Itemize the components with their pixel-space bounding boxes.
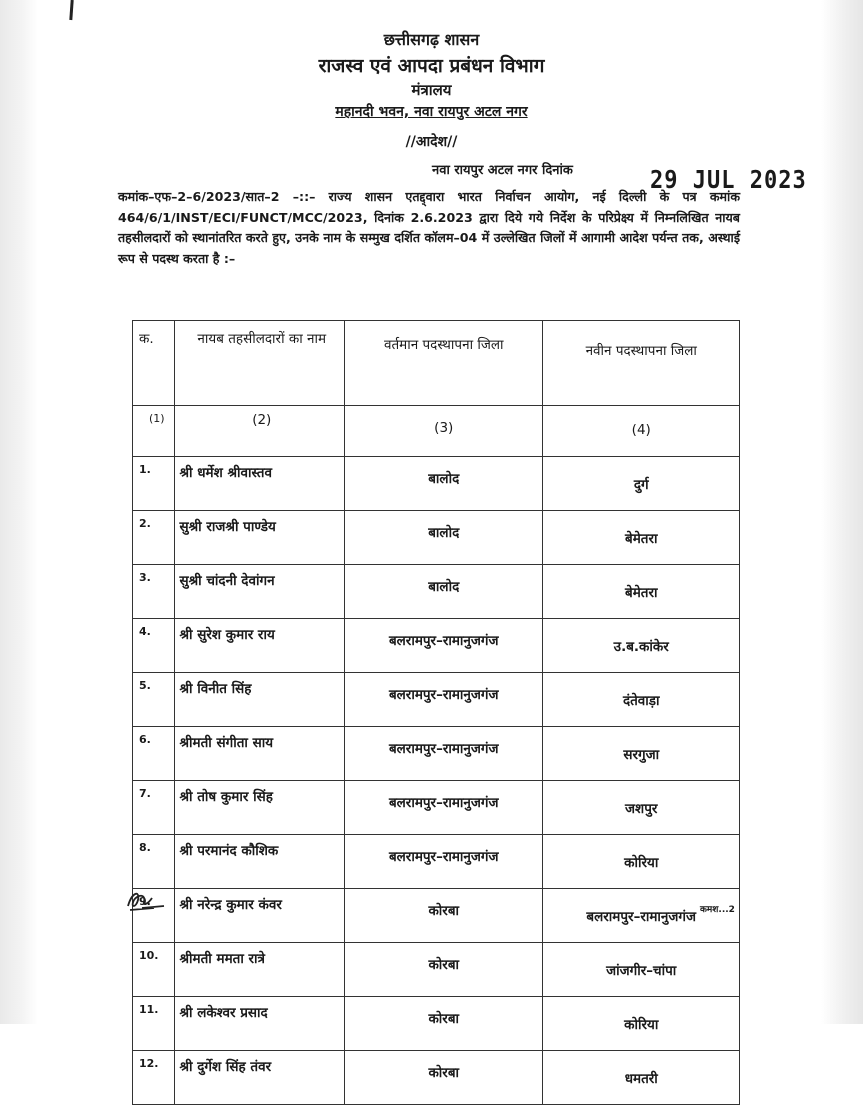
page-left-shadow [0,0,38,1024]
row-new-district: कोरिया [543,835,740,889]
row-officer-name: श्रीमती ममता रात्रे [175,943,345,997]
row-new-district: जशपुर [543,781,740,835]
row-officer-name: श्री धर्मेश श्रीवास्तव [175,457,345,511]
row-new-district: दंतेवाड़ा [543,673,740,727]
row-new-district: जांजगीर–चांपा [543,943,740,997]
table-row [133,1051,740,1105]
government-name: छत्तीसगढ़ शासन [383,30,480,49]
page-right-shadow [821,0,863,1024]
table-row [133,511,740,565]
continuation-note: कमश...2 [700,905,735,915]
row-officer-name: सुश्री चांदनी देवांगन [175,565,345,619]
row-serial-number: 12. [133,1051,175,1105]
row-new-district: बेमेतरा [543,511,740,565]
signature-mark [124,886,168,912]
row-new-district: कोरिया [543,997,740,1051]
table-row [133,673,740,727]
column-header-current-district: वर्तमान पदस्थापना जिला [345,321,543,406]
order-title: //आदेश// [405,134,458,150]
row-current-district: बलरामपुर–रामानुजगंज [345,619,543,673]
row-current-district: बलरामपुर–रामानुजगंज [345,781,543,835]
row-serial-number: 10. [133,943,175,997]
column-number: (2) [175,406,345,457]
table-row [133,727,740,781]
row-current-district: बलरामपुर–रामानुजगंज [345,727,543,781]
row-serial-number: 8. [133,835,175,889]
row-new-district: सरगुजा [543,727,740,781]
row-current-district: बलरामपुर–रामानुजगंज [345,673,543,727]
row-officer-name: श्री दुर्गेश सिंह तंवर [175,1051,345,1105]
row-new-district: दुर्ग [543,457,740,511]
row-officer-name: श्री विनीत सिंह [175,673,345,727]
table-row [133,943,740,997]
row-current-district: बालोद [345,457,543,511]
column-number: (4) [543,406,740,457]
row-officer-name: श्री नरेन्द्र कुमार कंवर [175,889,345,943]
order-paragraph: कमांक–एफ–2–6/2023/सात–2 –::– राज्य शासन एतद्द्वारा भारत निर्वाचन आयोग, नई दिल्ली के पत्र कमांक 464/6/1/INST/ECI/FUNCT/MCC/2023, दिनांक 2.6.2023 द्वारा दिये गये निर्देश के परिप्रेक्ष्य में निम्नलिखित नायब तहसीलदारों को स्थानांतरित करते हुए, उनके नाम के सम्मुख दर्शित कॉलम–04 में उल्लेखित जिलों में आगामी आदेश पर्यन्त तक, अस्थाई रूप से पदस्थ करता है :– [118,189,740,266]
row-officer-name: श्री लकेश्वर प्रसाद [175,997,345,1051]
row-current-district: कोरबा [345,1051,543,1105]
column-header-name: नायब तहसीलदारों का नाम [175,321,345,406]
column-header-sno: क. [133,321,175,406]
row-serial-number: 4. [133,619,175,673]
column-number: (3) [345,406,543,457]
date-place-label: नवा रायपुर अटल नगर दिनांक [432,163,573,178]
transfer-table [132,320,740,1105]
row-officer-name: सुश्री राजश्री पाण्डेय [175,511,345,565]
row-officer-name: श्री तोष कुमार सिंह [175,781,345,835]
row-serial-number: 11. [133,997,175,1051]
table-row [133,565,740,619]
table-header-row [133,321,740,406]
row-current-district: बालोद [345,565,543,619]
column-header-new-district: नवीन पदस्थापना जिला [543,321,740,406]
row-new-district: बलरामपुर–रामानुजगंज [543,889,740,943]
row-new-district: बेमेतरा [543,565,740,619]
row-serial-number: 3. [133,565,175,619]
row-officer-name: श्री सुरेश कुमार राय [175,619,345,673]
column-number: (1) [133,406,175,457]
row-officer-name: श्रीमती संगीता साय [175,727,345,781]
row-new-district: धमतरी [543,1051,740,1105]
table-row [133,781,740,835]
date-stamp: 29 JUL 2023 [650,166,807,195]
pen-mark [69,0,73,20]
row-serial-number: 6. [133,727,175,781]
office-name: मंत्रालय [411,81,452,99]
table-row [133,889,740,943]
row-current-district: कोरबा [345,889,543,943]
row-officer-name: श्री परमानंद कौशिक [175,835,345,889]
department-name: राजस्व एवं आपदा प्रबंधन विभाग [318,55,545,77]
column-number-row [133,406,740,457]
row-new-district: उ.ब.कांकेर [543,619,740,673]
row-serial-number: 5. [133,673,175,727]
table-row [133,457,740,511]
office-address: महानदी भवन, नवा रायपुर अटल नगर [335,104,528,120]
row-current-district: बलरामपुर–रामानुजगंज [345,835,543,889]
table-row [133,835,740,889]
row-serial-number: 7. [133,781,175,835]
table-row [133,619,740,673]
row-serial-number: 9. [133,889,175,943]
row-serial-number: 1. [133,457,175,511]
row-current-district: कोरबा [345,943,543,997]
row-current-district: कोरबा [345,997,543,1051]
row-serial-number: 2. [133,511,175,565]
row-current-district: बालोद [345,511,543,565]
